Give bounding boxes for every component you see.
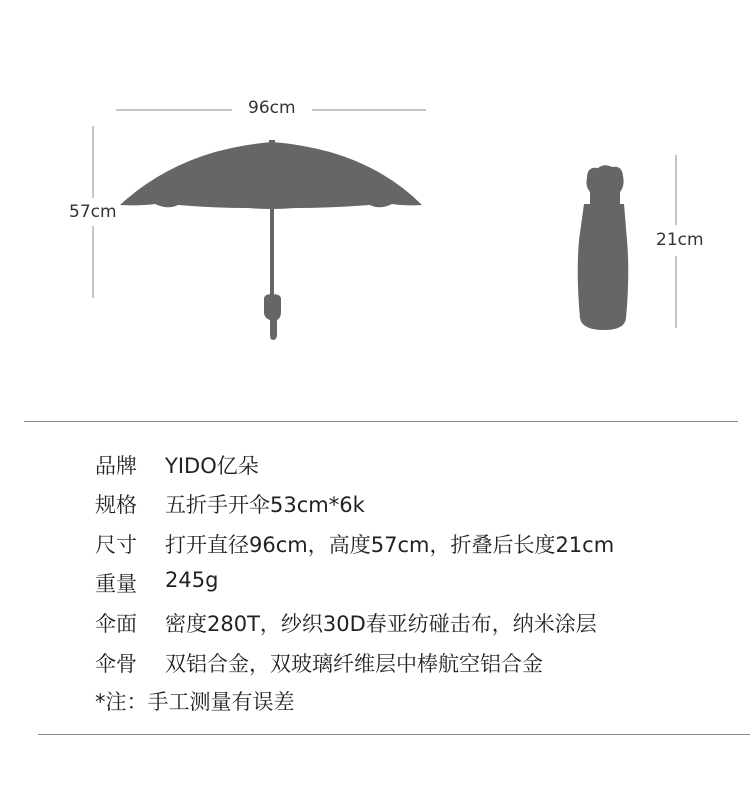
spec-key: 伞骨 xyxy=(95,652,137,676)
spec-row-canopy xyxy=(95,608,597,638)
umbrella-tip xyxy=(269,140,275,145)
spec-key: 伞面 xyxy=(95,612,137,636)
spec-key: 重量 xyxy=(95,572,137,596)
spec-key: 品牌 xyxy=(95,454,137,478)
width-dimension-label: 96cm xyxy=(248,98,296,118)
spec-value: 密度280T，纱织30D春亚纺碰击布，纳米涂层 xyxy=(165,612,597,636)
spec-value: 双铝合金，双玻璃纤维层中棒航空铝合金 xyxy=(165,652,543,676)
folded-umbrella-body xyxy=(578,204,629,330)
spec-row-model xyxy=(95,489,365,519)
measurement-note: *注：手工测量有误差 xyxy=(95,690,295,714)
top-divider xyxy=(24,421,738,422)
spec-row-size xyxy=(95,529,614,559)
umbrella-handle xyxy=(264,294,281,340)
spec-row-brand xyxy=(95,450,259,480)
spec-key: 尺寸 xyxy=(95,533,137,557)
bottom-divider xyxy=(38,734,750,735)
spec-row-weight xyxy=(95,568,218,598)
spec-row-frame xyxy=(95,648,543,678)
umbrella-shaft xyxy=(270,207,274,299)
spec-key: 规格 xyxy=(95,493,137,517)
umbrella-canopy xyxy=(120,142,422,209)
spec-value: YIDO亿朵 xyxy=(165,454,259,478)
height-dimension-label: 57cm xyxy=(69,202,117,222)
folded-umbrella-handle xyxy=(586,165,623,205)
spec-value: 245g xyxy=(165,568,219,592)
spec-value: 五折手开伞53cm*6k xyxy=(165,493,365,517)
spec-value: 打开直径96cm，高度57cm，折叠后长度21cm xyxy=(165,533,615,557)
length-dimension-label: 21cm xyxy=(656,230,704,250)
